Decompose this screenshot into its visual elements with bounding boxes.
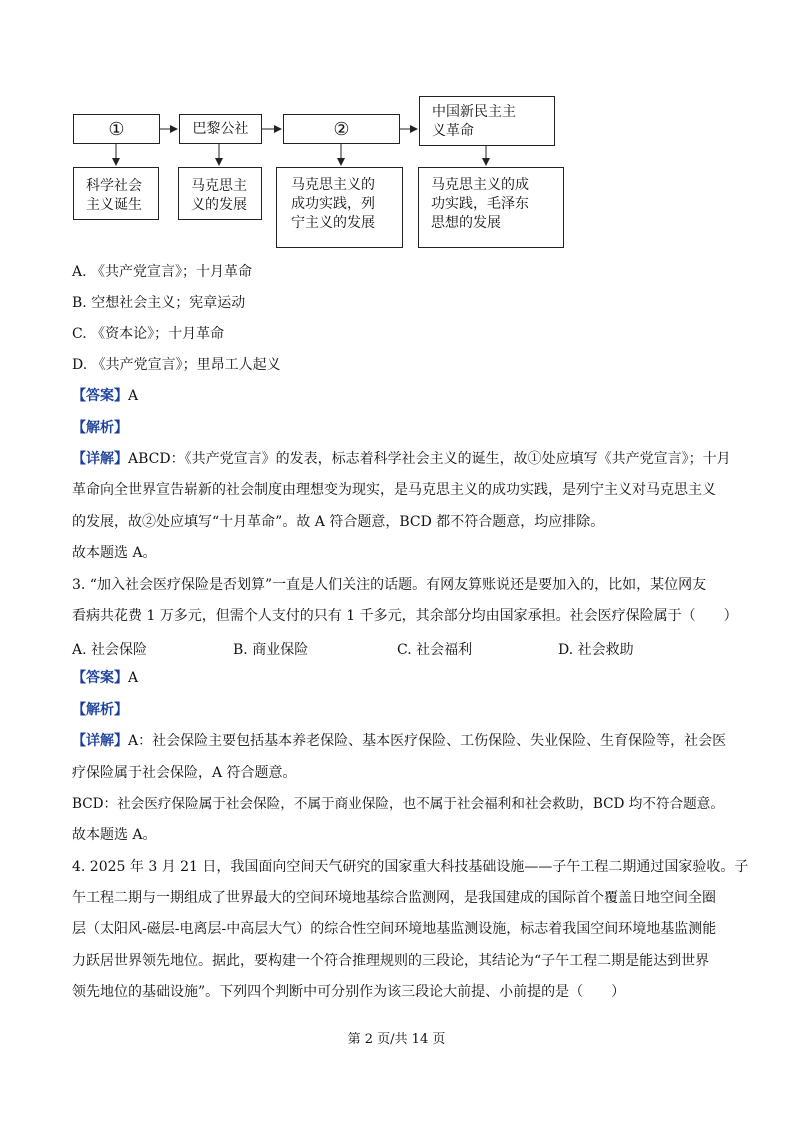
q4-line-4: 力跃居世界领先地位。据此，要构建一个符合推理规则的三段论，其结论为“子午工程二期是能达到世界 [72,953,710,969]
q3-detail-line-3: BCD：社会医疗保险属于社会保险，不属于商业保险，也不属于社会福利和社会救助，BCD 均不符合题意。 [72,796,724,812]
q2-detail-line-1: 【详解】ABCD：《共产党宣言》的发表，标志着科学社会主义的诞生，故①处应填写《共产党宣言》；十月 [72,451,731,467]
diagram-box-4: 中国新民主主 义革命 [419,96,555,146]
q3-stem-line-2: 看病共花费 1 万多元，但需个人支付的只有 1 千多元，其余部分均由国家承担。社会医疗保险属于（ ） [72,608,738,624]
q3-stem-line-1: 3. “加入社会医疗保险是否划算”一直是人们关注的话题。有网友算账说还是要加入的，比如，某位网友 [72,577,707,593]
page-footer: 第 2 页/共 14 页 [347,1032,446,1047]
q4-line-5: 领先地位的基础设施”。下列四个判断中可分别作为该三段论大前提、小前提的是（ ） [72,984,626,1000]
q3-option-a: A. 社会保险 [72,642,148,658]
detail-tag: 【详解】 [72,451,128,467]
diagram-box-5: 科学社会 主义诞生 [73,167,159,220]
q2-analysis [72,418,128,438]
diagram-box-3: ② [283,114,400,144]
q3-answer [72,668,138,688]
q3-option-b: B. 商业保险 [233,642,309,658]
diagram-box-6: 马克思主 义的发展 [178,167,262,220]
q2-option-b: B. 空想社会主义；宪章运动 [72,295,246,311]
q2-detail-line-2: 革命向全世界宣告崭新的社会制度由理想变为现实，是马克思主义的成功实践，是列宁主义对马克思主义 [72,482,716,498]
q2-answer [72,386,138,406]
q2-option-c: C. 《资本论》；十月革命 [72,326,225,342]
q4-line-2: 午工程二期与一期组成了世界最大的空间环境地基综合监测网，是我国建成的国际首个覆盖日地空间全圈 [72,890,716,906]
q4-line-3: 层（太阳风-磁层-电离层-中高层大气）的综合性空间环境地基监测设施，标志着我国空间环境地基监测能 [72,921,717,937]
diagram-box-8: 马克思主义的成 功实践，毛泽东 思想的发展 [418,167,564,248]
q3-detail-line-2: 疗保险属于社会保险，A 符合题意。 [72,765,297,781]
q3-option-d: D. 社会救助 [558,642,634,658]
diagram-box-7: 马克思主义的 成功实践，列 宁主义的发展 [276,167,403,248]
answer-tag: 【答案】 [72,670,128,686]
q4-line-1: 4. 2025 年 3 月 21 日，我国面向空间天气研究的国家重大科技基础设施——子午工程二期通过国家验收。子 [72,859,749,875]
diagram-box-1: ① [73,114,160,144]
q2-detail-line-3: 的发展，故②处应填写“十月革命”。故 A 符合题意，BCD 都不符合题意，均应排除。 [72,514,605,530]
q2-option-d: D. 《共产党宣言》；里昂工人起义 [72,357,281,373]
q2-option-a: A. 《共产党宣言》；十月革命 [72,264,253,280]
answer-value: A [128,388,139,404]
q3-conclusion: 故本题选 A。 [72,827,157,843]
analysis-tag: 【解析】 [72,702,128,718]
answer-tag: 【答案】 [72,388,128,404]
q3-detail-line-1: 【详解】A：社会保险主要包括基本养老保险、基本医疗保险、工伤保险、失业保险、生育保险等，社会医 [72,733,727,749]
q2-conclusion: 故本题选 A。 [72,545,157,561]
detail-tag: 【详解】 [72,733,128,749]
answer-value: A [128,670,139,686]
q3-analysis [72,700,128,720]
analysis-tag: 【解析】 [72,420,128,436]
diagram-box-2: 巴黎公社 [179,114,262,144]
q3-option-c: C. 社会福利 [397,642,473,658]
